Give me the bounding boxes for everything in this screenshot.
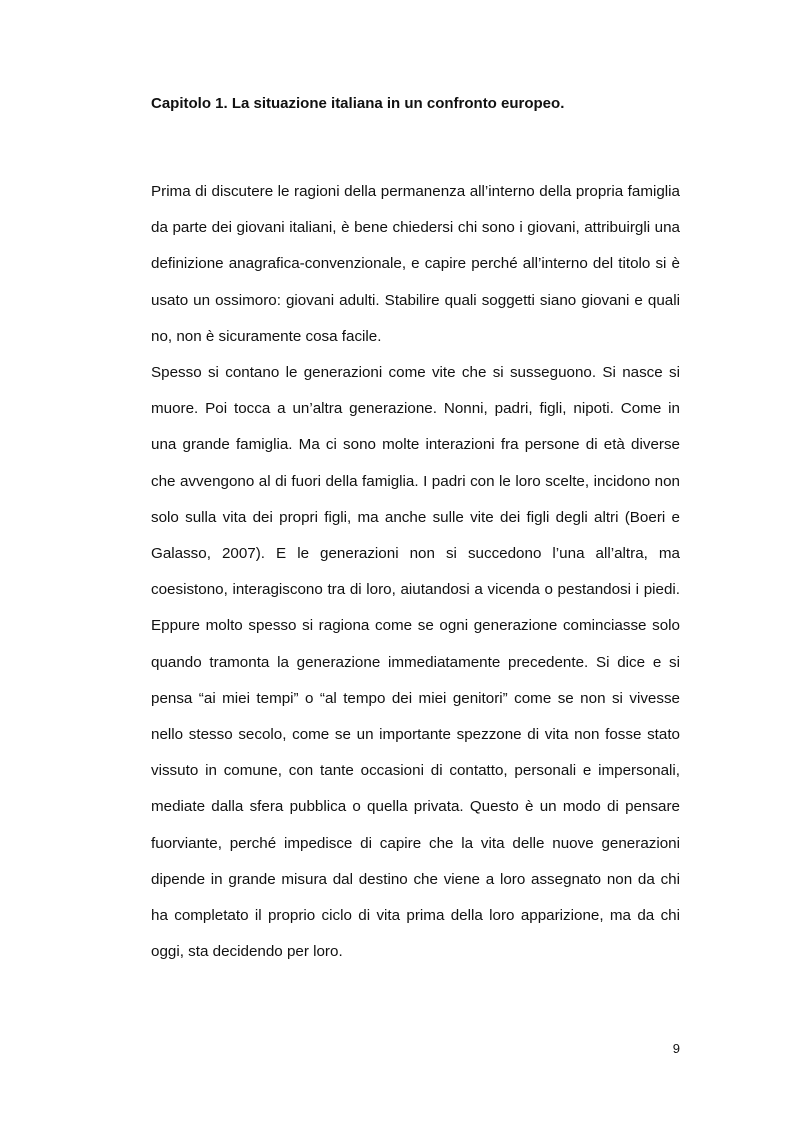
body-paragraph-1: Prima di discutere le ragioni della permanenza all’interno della propria famiglia da parte dei giovani italiani, è bene chiedersi chi sono i giovani, attribuirgli una definizione anagrafica-convenzionale, e capire perché all’interno del titolo si è usato un ossimoro: giovani adulti. Stabilire quali soggetti siano giovani e quali no, non è sicuramente cosa facile. xyxy=(151,183,680,345)
chapter-title: Capitolo 1. La situazione italiana in un confronto europeo. xyxy=(151,95,565,112)
document-page xyxy=(151,92,680,970)
body-paragraph-2: Spesso si contano le generazioni come vite che si susseguono. Si nasce si muore. Poi tocca a un’altra generazione. Nonni, padri, figli, nipoti. Come in una grande famiglia. Ma ci sono molte interazioni fra persone di età diverse che avvengono al di fuori della famiglia. I padri con le loro scelte, incidono non solo sulla vita dei propri figli, ma anche sulle vite dei figli degli altri (Boeri e Galasso, 2007). E le generazioni non si succedono l’una all’altra, ma coesistono, interagiscono tra di loro, aiutandosi a vicenda o pestandosi i piedi. Eppure molto spesso si ragiona come se ogni generazione cominciasse solo quando tramonta la generazione immediatamente precedente. Si dice e si pensa “ai miei tempi” o “al tempo dei miei genitori” come se non si vivesse nello stesso secolo, come se un importante spezzone di vita non fosse stato vissuto in comune, con tante occasioni di contatto, personali e impersonali, mediate dalla sfera pubblica o quella privata. Questo è un modo di pensare fuorviante, perché impedisce di capire che la vita delle nuove generazioni dipende in grande misura dal destino che viene a loro assegnato non da chi ha completato il proprio ciclo di vita prima della loro apparizione, ma da chi oggi, sta decidendo per loro. xyxy=(151,364,680,961)
page-number: 9 xyxy=(672,1041,680,1056)
